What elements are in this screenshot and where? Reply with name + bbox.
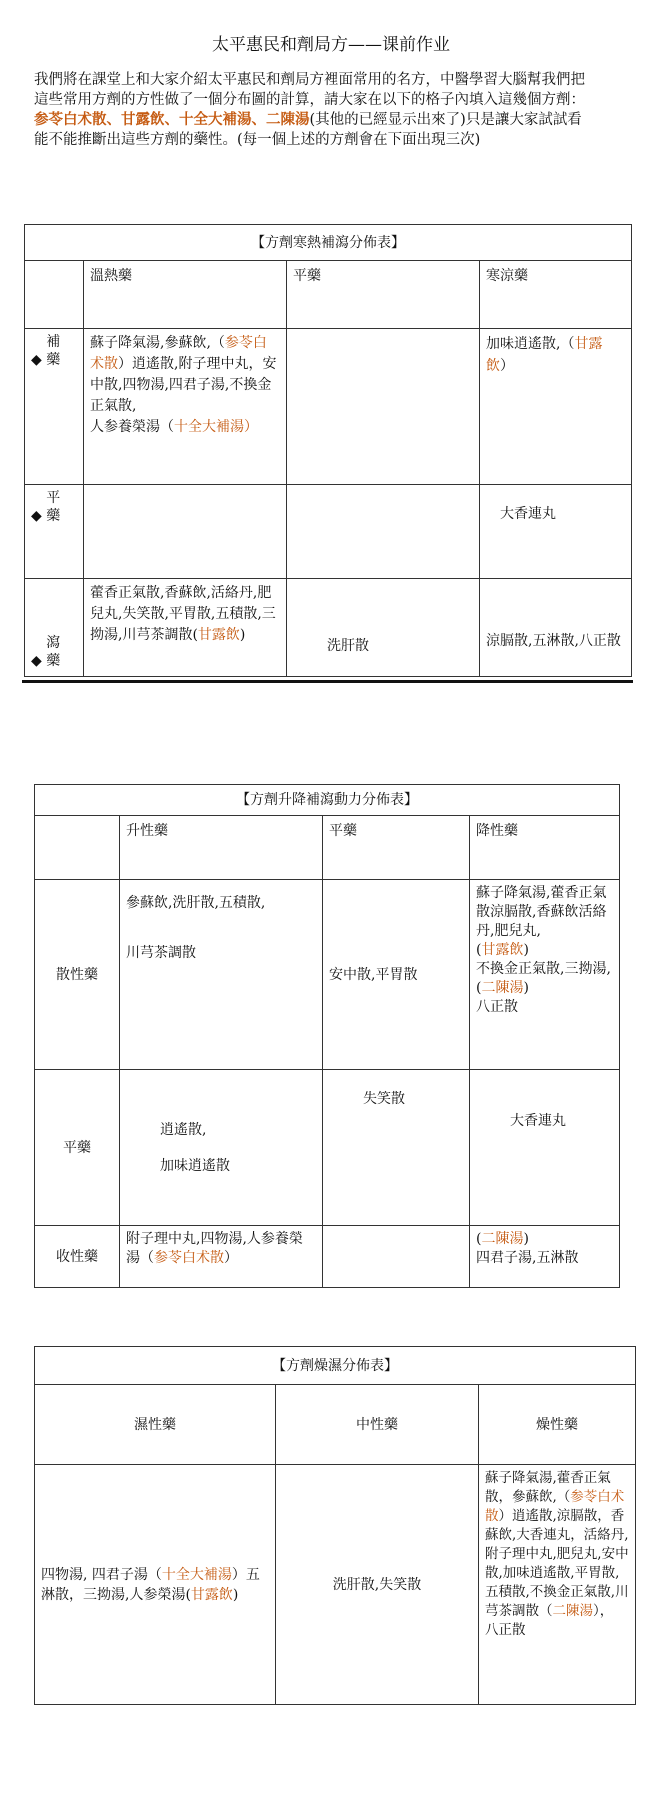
table2-cell-neutral-down: 大香連丸 bbox=[470, 1070, 620, 1226]
intro-text-2: (其他的已經显示出來了)只是讓大家試試看能不能推斷出這些方劑的藥性。(每一個上述的方劑會在下面出現三次) bbox=[34, 112, 582, 148]
table2-header-neutral: 平藥 bbox=[323, 816, 470, 880]
table1-row-label-tonify: ◆ 補藥 bbox=[25, 329, 84, 485]
table3-caption: 【方劑燥濕分佈表】 bbox=[35, 1347, 636, 1385]
table2-cell-astringe-down: (二陳湯) 四君子湯,五淋散 bbox=[470, 1226, 620, 1288]
table2-caption: 【方劑升降補瀉動力分佈表】 bbox=[35, 785, 620, 816]
table1-cell-purge-cold: 涼膈散,五淋散,八正散 bbox=[480, 579, 632, 677]
table2-row-label-disperse: 散性藥 bbox=[35, 880, 120, 1070]
intro-highlight: 参苓白术散、甘露飲、十全大補湯、二陳湯 bbox=[34, 111, 310, 128]
table1-row-label-purge: ◆ 瀉藥 bbox=[25, 579, 84, 677]
table2-cell-neutral-up: 逍遙散, 加味逍遙散 bbox=[120, 1070, 323, 1226]
table2-cell-disperse-neutral: 安中散,平胃散 bbox=[323, 880, 470, 1070]
table3-cell-neutral: 洗肝散,失笑散 bbox=[276, 1465, 479, 1705]
table1-corner bbox=[25, 261, 84, 329]
table2-row-label-astringe: 收性藥 bbox=[35, 1226, 120, 1288]
table2-cell-astringe-neutral bbox=[323, 1226, 470, 1288]
table2-cell-disperse-down: 蘇子降氣湯,藿香正氣散涼膈散,香蘇飲活絡丹,肥兒丸, (甘露飲) 不換金正氣散,三拗湯,(二陳湯) 八正散 bbox=[470, 880, 620, 1070]
table3-cell-wet: 四物湯, 四君子湯（十全大補湯）五淋散，三拗湯,人参榮湯(甘露飲) bbox=[35, 1465, 276, 1705]
rise-fall-table bbox=[34, 784, 620, 1288]
table2-cell-disperse-up: 參蘇飲,洗肝散,五積散, 川芎茶調散 bbox=[120, 880, 323, 1070]
table3-cell-dry: 蘇子降氣湯,藿香正氣散，參蘇飲,（参苓白术散）逍遙散,涼膈散，香蘇飲,大香連丸，活絡丹,附子理中丸,肥兒丸,安中散,加味逍遙散,平胃散,五積散,不換金正氣散,川芎茶調散（二陳湯）， 八正散 bbox=[479, 1465, 636, 1705]
table1-cell-neutral-warm bbox=[84, 485, 287, 579]
table1-row-label-neutral: ◆ 平藥 bbox=[25, 485, 84, 579]
table1-header-cold: 寒涼藥 bbox=[480, 261, 632, 329]
table1-cell-tonify-warm: 蘇子降氣湯,參蘇飲,（参苓白术散）逍遙散,附子理中丸，安中散,四物湯,四君子湯,不換金正氣散, 人参養榮湯（十全大補湯） bbox=[84, 329, 287, 485]
cold-hot-table bbox=[24, 224, 632, 677]
dry-wet-table bbox=[34, 1346, 636, 1705]
table3-header-dry: 燥性藥 bbox=[479, 1385, 636, 1465]
table2-corner bbox=[35, 816, 120, 880]
table2-cell-neutral-neutral: 失笑散 bbox=[323, 1070, 470, 1226]
table2-row-label-neutral: 平藥 bbox=[35, 1070, 120, 1226]
intro-paragraph bbox=[34, 70, 594, 150]
table2-header-down: 降性藥 bbox=[470, 816, 620, 880]
table1-caption: 【方劑寒熱補瀉分佈表】 bbox=[25, 225, 632, 261]
table2-cell-astringe-up: 附子理中丸,四物湯,人参養榮湯（参苓白术散） bbox=[120, 1226, 323, 1288]
intro-text: 我們將在課堂上和大家介紹太平惠民和劑局方裡面常用的名方，中醫學習大腦幫我們把這些常用方劑的方性做了一個分布圖的計算，請大家在以下的格子內填入這幾個方劑： bbox=[34, 72, 585, 108]
table2-header-up: 升性藥 bbox=[120, 816, 323, 880]
table1-cell-purge-neutral: 洗肝散 bbox=[287, 579, 480, 677]
table1-cell-tonify-neutral bbox=[287, 329, 480, 485]
table1-cell-purge-warm: 藿香正氣散,香蘇飲,活絡丹,肥兒丸,失笑散,平胃散,五積散,三拗湯,川芎茶調散(甘露飲) bbox=[84, 579, 287, 677]
table3-header-wet: 濕性藥 bbox=[35, 1385, 276, 1465]
table3-header-neutral: 中性藥 bbox=[276, 1385, 479, 1465]
table1-bottom-rule bbox=[22, 680, 633, 683]
table1-cell-neutral-cold: 大香連丸 bbox=[480, 485, 632, 579]
table1-header-warm: 溫熱藥 bbox=[84, 261, 287, 329]
table1-cell-neutral-neutral bbox=[287, 485, 480, 579]
table1-header-neutral: 平藥 bbox=[287, 261, 480, 329]
page-title: 太平惠民和劑局方——课前作业 bbox=[212, 35, 450, 55]
table1-cell-tonify-cold: 加味逍遙散,（甘露飲） bbox=[480, 329, 632, 485]
